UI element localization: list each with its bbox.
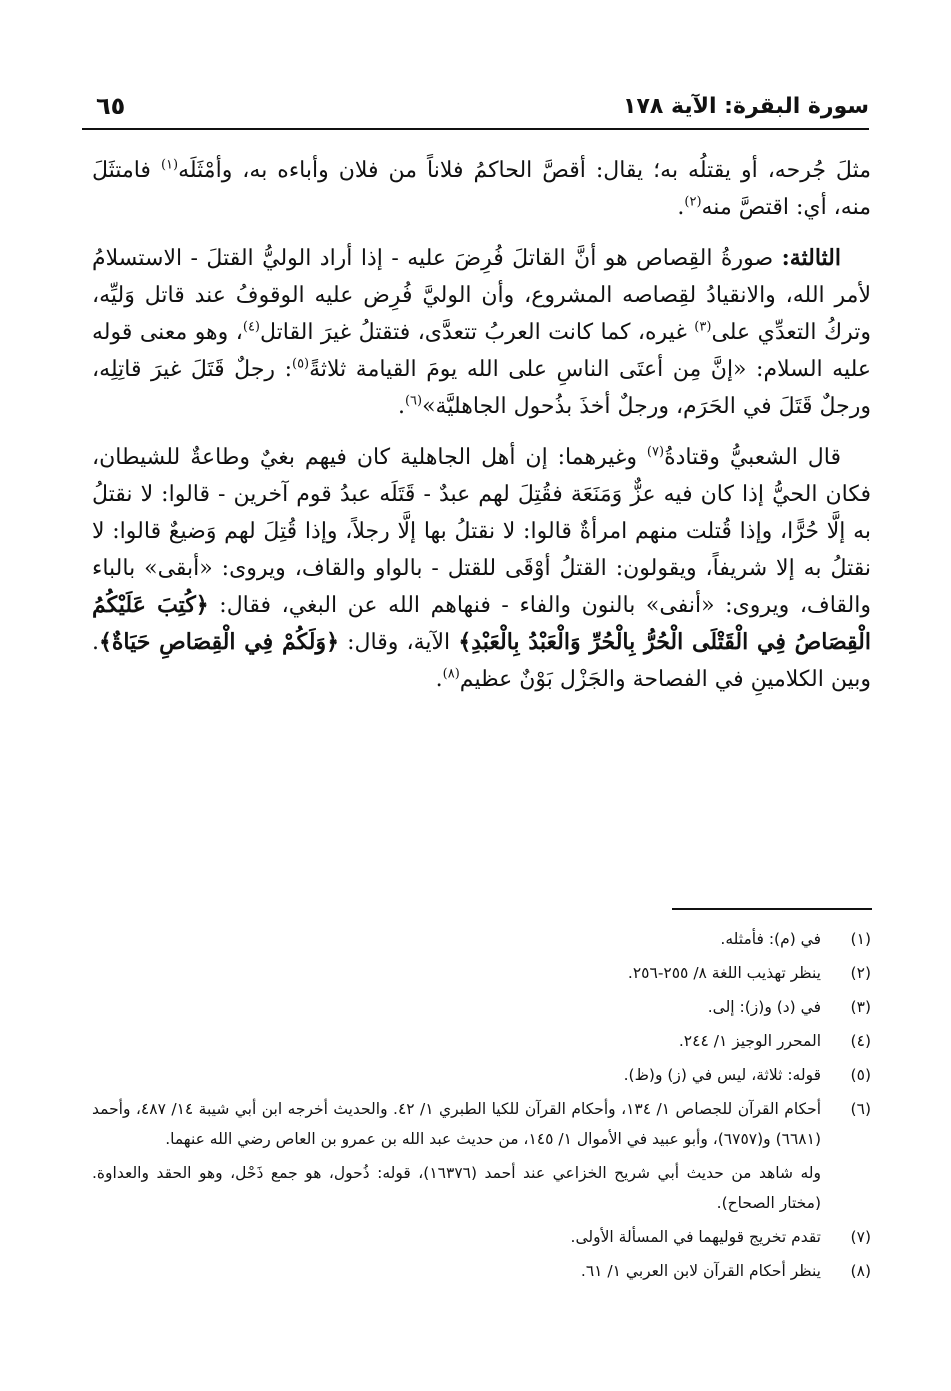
quran-verse-2: ﴿وَلَكُمْ فِي الْقِصَاصِ حَيَاةٌ﴾	[99, 629, 339, 655]
paragraph-3-text-c: الآية، وقال:	[338, 630, 459, 655]
footnote-number: (٣)	[850, 998, 871, 1016]
footnote-text: قوله: ثلاثة، ليس في (ز) و(ظ).	[623, 1066, 821, 1084]
footnote-marker-5: (٥)	[291, 356, 310, 372]
page-header	[82, 78, 869, 130]
quran-verse-1: ﴿كُتِبَ عَلَيْكُمُ الْقِصَاصُ فِي الْقَتْلَى الْحُرُّ بِالْحُرِّ وَالْعَبْدُ بِالْعَبْدِ﴾	[92, 592, 871, 655]
footnote-marker-8: (٨)	[442, 666, 460, 682]
footnote-number: (٤)	[850, 1032, 871, 1050]
footnote-text: تقدم تخريج قوليهما في المسألة الأولى.	[570, 1228, 821, 1246]
footnote-number: (٥)	[850, 1066, 871, 1084]
footnote-text: ينظر أحكام القرآن لابن العربي ١/ ٦١.	[580, 1262, 821, 1280]
paragraph-2-text-a: صورةُ القِصاص هو أنَّ القاتلَ فُرِضَ عليه - إذا أراد الوليُّ القتلَ - الاستسلامُ لأمر الله، والانقيادُ لقِصاصه المشروع، وأن الوليَّ فُرِض عليه الوقوفُ عند قاتل وَليِّه، وتركُ التعدِّي على	[92, 246, 871, 345]
footnote-1	[92, 924, 871, 954]
footnote-number: (١)	[850, 930, 871, 948]
footnote-2	[92, 958, 871, 988]
paragraph-2	[92, 240, 871, 425]
footnote-text: في (م): فأمثله.	[720, 930, 821, 948]
footnote-marker-7: (٧)	[646, 444, 665, 460]
paragraph-3	[92, 439, 871, 698]
footnote-marker-6: (٦)	[404, 393, 423, 409]
footnote-text: أحكام القرآن للجصاص ١/ ١٣٤، وأحكام القرآن للكيا الطبري ١/ ٤٢. والحديث أخرجه ابن أبي شيبة ١٤/ ٤٨٧، وأحمد (٦٦٨١) و(٦٧٥٧)، وأبو عبيد في الأموال ١/ ١٤٥، من حديث عبد الله بن عمرو بن العاص رضي الله عنهما.	[92, 1100, 822, 1148]
section-lead-third: الثالثة:	[781, 245, 841, 271]
page-number: ٦٥	[96, 92, 126, 120]
main-text	[92, 152, 871, 712]
paragraph-1-end: .	[677, 195, 685, 220]
footnote-5	[92, 1060, 871, 1090]
footnote-marker-2: (٢)	[684, 194, 702, 210]
footnote-number: (٧)	[850, 1228, 871, 1246]
footnote-number: (٦)	[850, 1100, 871, 1118]
paragraph-2-end: .	[397, 394, 405, 419]
footnotes	[92, 924, 871, 1290]
footnote-number: (٢)	[850, 964, 871, 982]
footnote-text: المحرر الوجيز ١/ ٢٤٤.	[678, 1032, 821, 1050]
footnote-3	[92, 992, 871, 1022]
paragraph-3-text-d: . وبين الكلامينِ في الفصاحة والجَزْل بَوْنٌ عظيم	[92, 630, 871, 692]
footnote-6-continuation: وله شاهد من حديث أبي شريح الخزاعي عند أحمد (١٦٣٧٦)، قوله: ذُحول، هو جمع ذَحْل، وهو الحقد والعداوة. (مختار الصحاح).	[92, 1164, 821, 1212]
footnote-7	[92, 1222, 871, 1252]
footnote-separator	[672, 908, 872, 910]
paragraph-2-text-d: : رجلٌ قَتَلَ غيرَ قاتِلِه، ورجلٌ قَتَلَ في الحَرَم، ورجلٌ أخذَ بذُحول الجاهليَّة»	[92, 357, 871, 419]
paragraph-1	[92, 152, 871, 226]
footnote-number: (٨)	[850, 1262, 871, 1280]
paragraph-2-text-c: ، وهو معنى قوله عليه السلام: «إنَّ مِن أعتَى الناسِ على الله يومَ القيامة ثلاثةً	[92, 320, 871, 382]
running-title: سورة البقرة: الآية ١٧٨	[623, 94, 869, 119]
paragraph-3-text-a: قال الشعبيُّ وقتادةُ	[664, 445, 841, 470]
paragraph-3-text-b: وغيرهما: إن أهل الجاهلية كان فيهم بغيٌ وطاعةٌ للشيطان، فكان الحيُّ إذا كان فيه عزٌّ وَمَنَعَة فقُتِلَ لهم عبدٌ - قَتَلَه عبدُ قوم آخرين - قالوا: لا نقتلُ به إلَّا حُرًّا، وإذا قُتلت منهم امرأةٌ قالوا: لا نقتلُ بها إلَّا رجلاً، وإذا قُتِلَ لهم وَضيعٌ قالوا: لا نقتلُ به إلا شريفاً، ويقولون: القتلُ أوْقَى للقتل - بالواو والقاف، ويروى: «أبقى» بالباء والقاف، ويروى: «أنفى» بالنون والفاء - فنهاهم الله عن البغي، فقال:	[92, 445, 871, 618]
paragraph-3-end: .	[435, 667, 443, 692]
footnote-marker-1: (١)	[160, 157, 179, 173]
footnote-text: ينظر تهذيب اللغة ٨/ ٢٥٥-٢٥٦.	[627, 964, 821, 982]
paragraph-1-text-a: مثلَ جُرحه، أو يقتلُه به؛ يقال: أقصَّ الحاكمُ فلاناً من فلان وأباءه به، وأمْثَلَه	[178, 158, 872, 183]
footnote-text: في (د) و(ز): إلى.	[707, 998, 821, 1016]
footnote-marker-3: (٣)	[694, 319, 712, 335]
paragraph-2-text-b: غيره، كما كانت العربُ تتعدَّى، فتقتلُ غيرَ القاتل	[260, 320, 695, 345]
footnote-marker-4: (٤)	[242, 319, 260, 335]
paragraph-1-text-b: فامتثَلَ منه، أي: اقتصَّ منه	[92, 158, 871, 220]
footnote-4	[92, 1026, 871, 1056]
footnote-8	[92, 1256, 871, 1286]
footnote-6	[92, 1094, 871, 1154]
